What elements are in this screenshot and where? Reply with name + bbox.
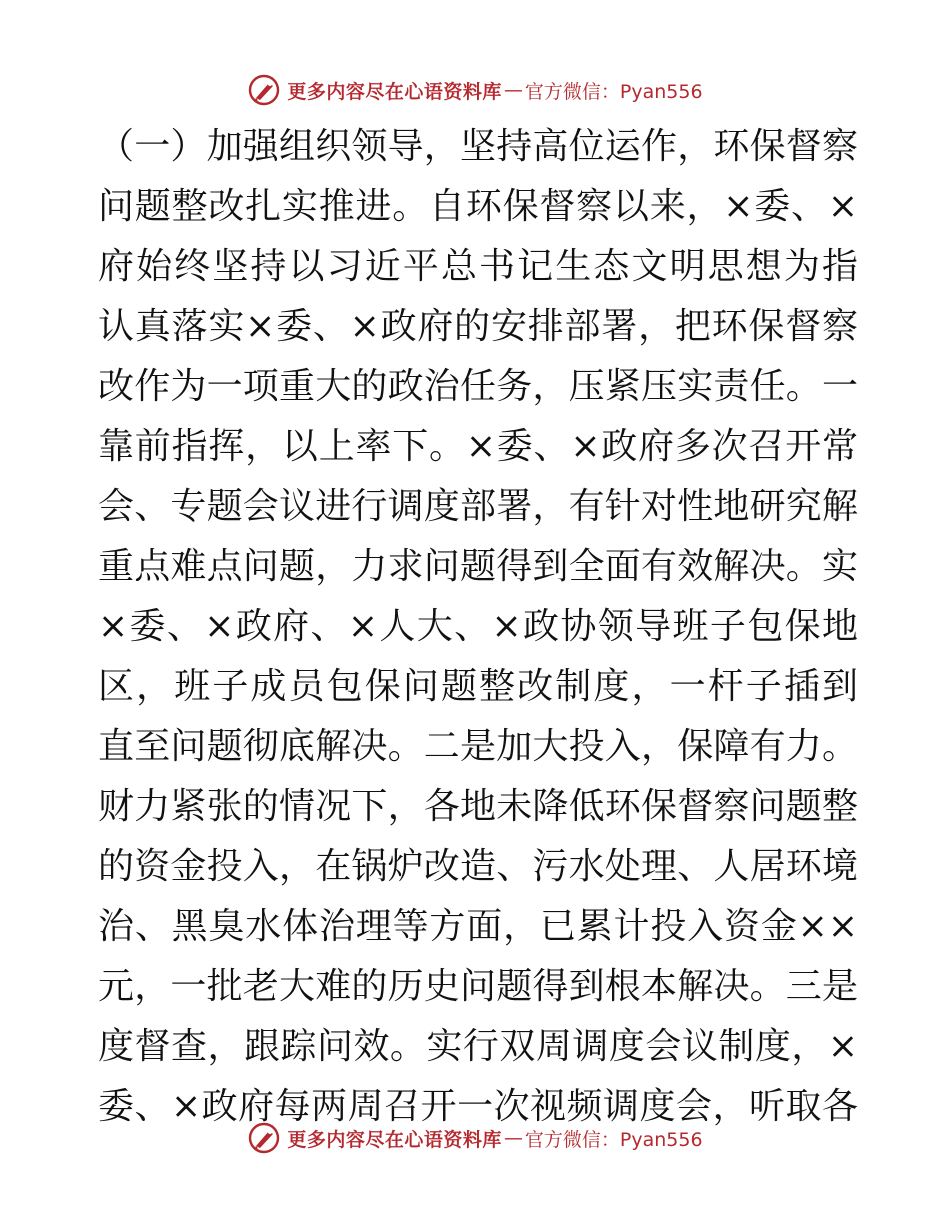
- text-line: 改作为一项重大的政治任务，压紧压实责任。一: [98, 366, 858, 407]
- text-line: 直至问题彻底解决。二是加大投入，保障有力。: [98, 726, 858, 767]
- text-line: ×委、×政府、×人大、×政协领导班子包保地: [98, 606, 858, 647]
- watermark-main-text: 更多内容尽在心语资料库: [287, 80, 502, 103]
- text-line: 问题整改扎实推进。自环保督察以来，×委、×: [98, 186, 858, 227]
- pen-quill-logo-icon: [247, 1121, 281, 1155]
- text-line: 委、×政府每两周召开一次视频调度会，听取各: [98, 1086, 858, 1127]
- text-line: 府始终坚持以习近平总书记生态文明思想为指: [98, 246, 858, 287]
- text-line: 区，班子成员包保问题整改制度，一杆子插到: [98, 666, 858, 707]
- text-line: 治、黑臭水体治理等方面，已累计投入资金××: [98, 906, 858, 947]
- body-paragraph: [98, 117, 858, 1137]
- text-line: 度督查，跟踪问效。实行双周调度会议制度，×: [98, 1026, 858, 1067]
- pen-quill-logo-icon: [247, 73, 281, 107]
- watermark-separator: —: [503, 79, 523, 101]
- text-line: 会、专题会议进行调度部署，有针对性地研究解: [98, 486, 858, 527]
- watermark-main-text: 更多内容尽在心语资料库: [287, 1128, 502, 1151]
- footer-watermark: [0, 1118, 950, 1158]
- text-line: 认真落实×委、×政府的安排部署，把环保督察: [98, 306, 858, 347]
- text-line: （一）加强组织领导，坚持高位运作，环保督察: [98, 126, 858, 167]
- watermark-wechat: 官方微信：Pyan556: [524, 80, 703, 103]
- header-watermark: [0, 70, 950, 110]
- text-line: 重点难点问题，力求问题得到全面有效解决。实: [98, 546, 858, 587]
- text-line: 的资金投入，在锅炉改造、污水处理、人居环境: [98, 846, 858, 887]
- text-line: 靠前指挥，以上率下。×委、×政府多次召开常: [98, 426, 858, 467]
- watermark-separator: —: [503, 1127, 523, 1149]
- text-line: 元，一批老大难的历史问题得到根本解决。三是: [98, 966, 858, 1007]
- text-line: 财力紧张的情况下，各地未降低环保督察问题整: [98, 786, 858, 827]
- watermark-wechat: 官方微信：Pyan556: [524, 1128, 703, 1151]
